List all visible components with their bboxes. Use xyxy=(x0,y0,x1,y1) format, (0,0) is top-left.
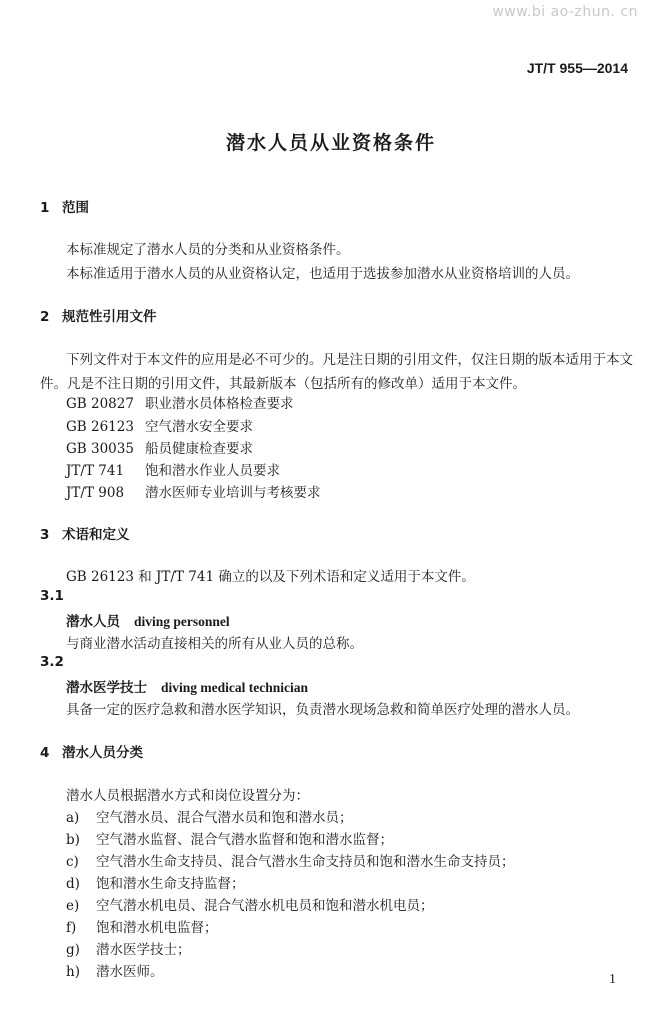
list-text: 空气潜水机电员、混合气潜水机电员和饱和潜水机电员； xyxy=(96,898,434,914)
list-item xyxy=(66,806,353,826)
section-title: 范围 xyxy=(62,200,89,216)
reference-item xyxy=(66,481,321,501)
section-heading-3 xyxy=(40,523,130,543)
document-title: 潜水人员从业资格条件 xyxy=(225,132,436,154)
paragraph: 本标准规定了潜水人员的分类和从业资格条件。 xyxy=(66,242,350,258)
term-en: diving medical technician xyxy=(161,680,309,695)
reference-item xyxy=(66,392,294,412)
list-label: a) xyxy=(66,810,80,826)
section-number: 1 xyxy=(40,200,50,216)
watermark: www.bi ao-zhun. cn xyxy=(492,4,638,20)
reference-title: 船员健康检查要求 xyxy=(145,441,253,457)
list-item xyxy=(66,938,191,958)
section-title: 规范性引用文件 xyxy=(62,309,157,325)
list-label: g) xyxy=(66,942,80,958)
term-definition: 与商业潜水活动直接相关的所有从业人员的总称。 xyxy=(66,636,363,652)
list-label: f) xyxy=(66,920,77,936)
term-en: diving personnel xyxy=(134,614,230,629)
list-text: 潜水医学技士； xyxy=(96,942,191,958)
standard-number: JT/T 955—2014 xyxy=(526,60,628,76)
term-entry xyxy=(66,610,230,630)
paragraph: 本标准适用于潜水人员的从业资格认定，也适用于选拔参加潜水从业资格培训的人员。 xyxy=(66,266,579,282)
term-zh: 潜水医学技士 xyxy=(66,680,147,696)
list-item xyxy=(66,850,515,870)
reference-code: GB 20827 xyxy=(66,396,134,412)
list-text: 空气潜水生命支持员、混合气潜水生命支持员和饱和潜水生命支持员； xyxy=(96,854,515,870)
reference-title: 潜水医师专业培训与考核要求 xyxy=(145,485,321,501)
list-item xyxy=(66,894,434,914)
paragraph-continuation: 件。凡是不注日期的引用文件，其最新版本（包括所有的修改单）适用于本文件。 xyxy=(40,376,526,392)
reference-code: JT/T 741 xyxy=(66,463,125,479)
list-text: 空气潜水监督、混合气潜水监督和饱和潜水监督； xyxy=(96,832,393,848)
reference-item xyxy=(66,459,280,479)
list-text: 饱和潜水生命支持监督； xyxy=(96,876,245,892)
term-zh: 潜水人员 xyxy=(66,614,120,630)
paragraph: 潜水人员根据潜水方式和岗位设置分为： xyxy=(66,788,309,804)
reference-title: 空气潜水安全要求 xyxy=(145,419,253,435)
section-number: 2 xyxy=(40,309,50,325)
section-number: 4 xyxy=(40,745,50,761)
list-text: 饱和潜水机电监督； xyxy=(96,920,218,936)
section-heading-1 xyxy=(40,196,89,216)
list-label: d) xyxy=(66,876,80,892)
list-item xyxy=(66,828,393,848)
reference-title: 职业潜水员体格检查要求 xyxy=(145,396,294,412)
section-number: 3 xyxy=(40,527,50,543)
term-number: 3.1 xyxy=(40,588,64,604)
paragraph: GB 26123 和 JT/T 741 确立的以及下列术语和定义适用于本文件。 xyxy=(66,569,475,585)
paragraph: 下列文件对于本文件的应用是必不可少的。凡是注日期的引用文件，仅注日期的版本适用于本文 xyxy=(66,352,633,368)
section-heading-4 xyxy=(40,741,143,761)
page-number: 1 xyxy=(609,972,616,987)
reference-item xyxy=(66,415,253,435)
reference-title: 饱和潜水作业人员要求 xyxy=(145,463,280,479)
reference-code: GB 26123 xyxy=(66,419,134,435)
section-title: 潜水人员分类 xyxy=(62,745,143,761)
list-label: h) xyxy=(66,964,80,980)
reference-code: GB 30035 xyxy=(66,441,134,457)
reference-code: JT/T 908 xyxy=(66,485,125,501)
term-entry xyxy=(66,676,308,696)
list-item xyxy=(66,960,164,980)
list-label: e) xyxy=(66,898,80,914)
term-number: 3.2 xyxy=(40,654,64,670)
list-text: 空气潜水员、混合气潜水员和饱和潜水员； xyxy=(96,810,353,826)
section-title: 术语和定义 xyxy=(62,527,130,543)
reference-item xyxy=(66,437,253,457)
term-definition: 具备一定的医疗急救和潜水医学知识，负责潜水现场急救和简单医疗处理的潜水人员。 xyxy=(66,702,579,718)
list-label: b) xyxy=(66,832,80,848)
list-item xyxy=(66,872,245,892)
list-item xyxy=(66,916,218,936)
list-text: 潜水医师。 xyxy=(96,964,164,980)
section-heading-2 xyxy=(40,305,157,325)
list-label: c) xyxy=(66,854,79,870)
